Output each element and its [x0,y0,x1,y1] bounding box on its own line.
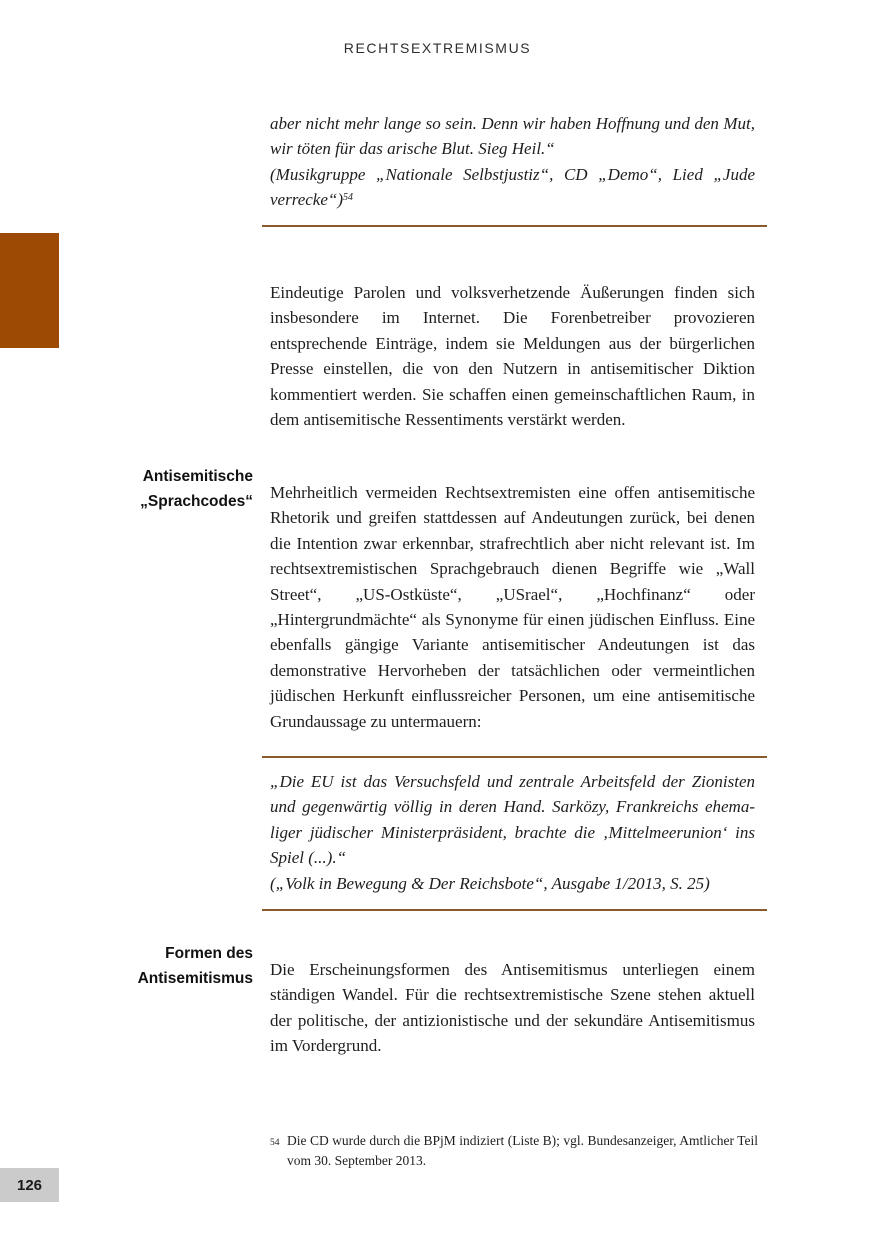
margin-label-line: Formen des [165,945,253,962]
divider-rule-quote-bottom [262,909,767,911]
margin-label-line: Antisemitismus [137,970,253,988]
footnote-marker: 54 [270,1138,280,1148]
footnote-ref-54: 54 [343,192,353,204]
page-number-box [0,1168,59,1202]
footnote-text: Die CD wurde durch die BPjM indiziert (Liste B); vgl. Bundesanzeiger, Amtlicher Teil vom 30. September 2013. [287,1133,758,1168]
quote-source [270,162,755,213]
chapter-tab-marker [0,233,59,348]
divider-rule-top [262,225,767,227]
running-header: RECHTSEXTREMISMUS [343,40,532,56]
quote-block-lyrics [270,111,755,213]
quote-block-eu-zitat [270,769,755,896]
paragraph-internet-hetze: Eindeutige Parolen und volksverhetzende Äußerungen finden sich insbesondere im Internet. Die Forenbetreiber provozieren entsprechende Einträge, indem sie Meldungen aus der bürgerlichen Presse einstellen, die von den Nutzern in antisemitischer Diktion kommentiert werden. Sie schaffen einen gemeinschaftlichen Raum, in dem antisemitische Ressentiments verstärkt werden. [270,283,755,430]
quote-source: („Volk in Bewegung & Der Reichsbote“, Ausgabe 1/2013, S. 25) [270,873,710,893]
margin-label-formen [0,941,253,992]
margin-label-line: „Sprachcodes“ [140,493,253,511]
margin-label-sprachcodes [0,464,253,515]
margin-label-line: Antisemitische [142,468,253,485]
quote-text: „Die EU ist das Versuchsfeld und zentrale Arbeitsfeld der Zionisten und gegenwärtig völlig in deren Hand. Sarközy, Frankreichs ehemaliger jüdischer Ministerpräsident, brachte die ‚Mittelmeerunion‘ ins Spiel (...).“ [270,772,755,868]
divider-rule-quote-top [262,756,767,758]
page-number: 126 [16,1176,43,1194]
paragraph-sprachcodes: Mehrheitlich vermeiden Rechtsextremisten eine offen antisemitische Rhetorik und greifen stattdessen auf Andeutungen zurück, bei denen die Intention zwar erkennbar, strafrechtlich aber nicht relevant ist. Im rechtsextremistischen Sprachgebrauch dienen Begriffe wie „Wall Street“, „US-Ostküste“, „USrael“, „Hochfinanz“ oder „Hintergrundmächte“ als Synonyme für einen jüdischen Einfluss. Eine ebenfalls gängige Variante antisemitischer Andeutungen ist das demonstrative Hervorheben der tatsächlichen oder vermeintlichen jüdischen Herkunft einflussreicher Personen, um eine antisemitische Grundaussage zu untermauern: [270,483,755,731]
paragraph-formen: Die Erscheinungsformen des Antisemitismus unterliegen einem ständigen Wandel. Für die rechtsextremistische Szene stehen aktuell der politische, der antizionistische und der sekundäre Antisemitismus im Vordergrund. [270,960,755,1056]
quote-text: aber nicht mehr lange so sein. Denn wir haben Hoffnung und den Mut, wir töten für das arische Blut. Sieg Heil.“ [270,114,755,159]
quote-source-text: (Musikgruppe „Nationale Selbstjustiz“, CD „Demo“, Lied „Jude verrecke“) [270,164,755,210]
footnote [268,1131,758,1171]
